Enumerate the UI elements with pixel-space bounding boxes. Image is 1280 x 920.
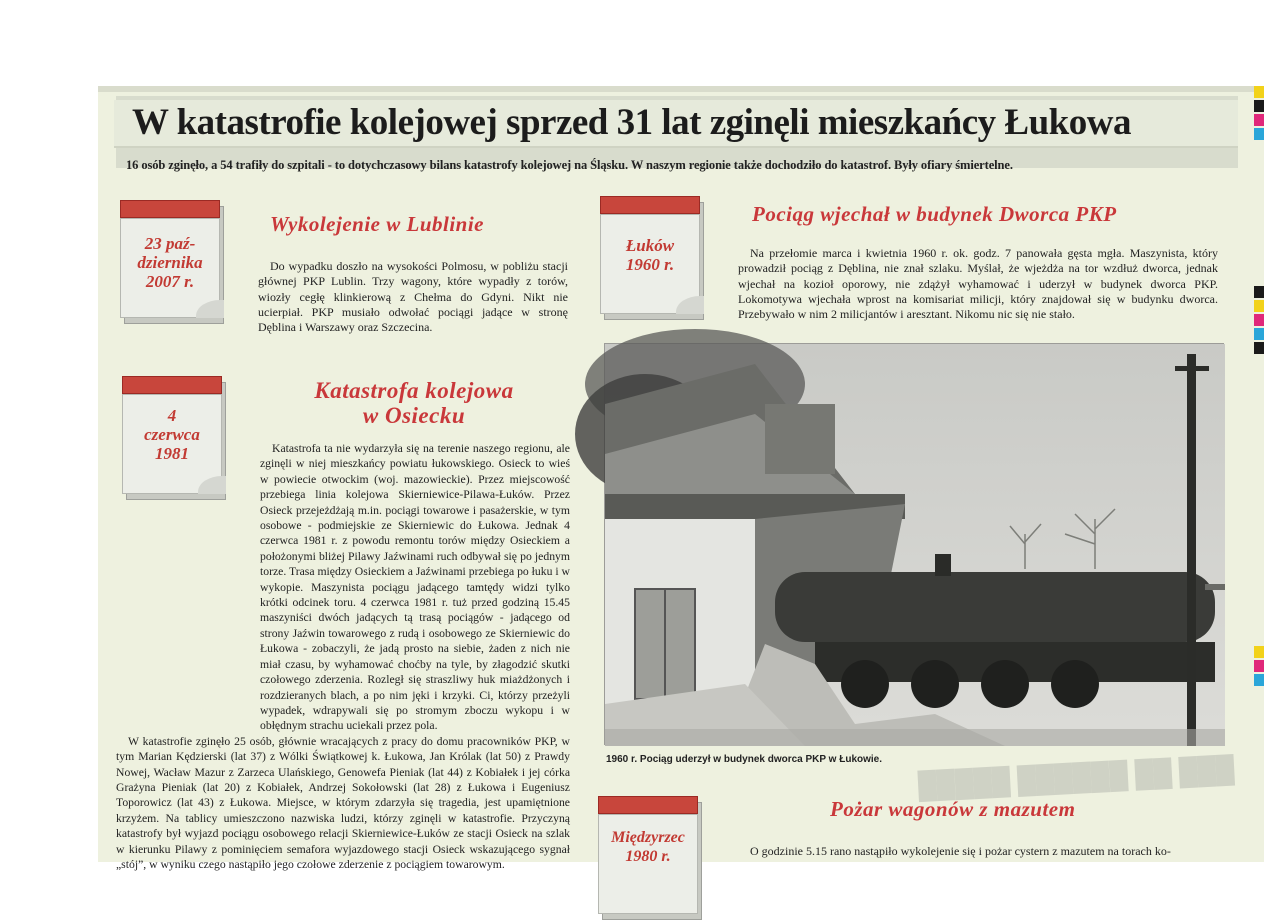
photo-caption: 1960 r. Pociąg uderzył w budynek dworca PKP w Łukowie.	[606, 754, 883, 765]
section-body-lukow	[738, 246, 1218, 322]
title-line: Katastrofa kolejowa	[314, 378, 514, 403]
headline-box	[114, 100, 1238, 148]
registration-mark	[1254, 286, 1264, 298]
section-body-miedzyrzec	[738, 844, 1228, 859]
registration-mark	[1254, 646, 1264, 658]
print-registration-marks	[1254, 86, 1264, 706]
date-line: czerwca	[144, 425, 200, 444]
registration-mark	[1254, 328, 1264, 340]
section-title-lukow: Pociąg wjechał w budynek Dworca PKP	[752, 202, 1117, 226]
section-title-lublin: Wykolejenie w Lublinie	[270, 212, 484, 236]
date-line: 2007 r.	[145, 272, 195, 291]
section-title-miedzyrzec: Pożar wagonów z mazutem	[830, 797, 1076, 821]
date-line: 4	[167, 406, 177, 425]
calendar-icon-lukow	[600, 196, 704, 320]
section-title-osieck	[274, 378, 554, 428]
lead-paragraph: 16 osób zginęło, a 54 trafiły do szpitali - to dotychczasowy bilans katastrofy kolejowej na Śląsku. W naszym regionie także dochodziło do katastrof. Były ofiary śmiertelne.	[126, 158, 1013, 172]
registration-mark	[1254, 300, 1264, 312]
registration-mark	[1254, 86, 1264, 98]
registration-mark	[1254, 100, 1264, 112]
date-line: 1980 r.	[625, 848, 671, 865]
newspaper-clipping	[98, 86, 1264, 871]
registration-mark	[1254, 314, 1264, 326]
registration-mark	[1254, 128, 1264, 140]
paragraph: W katastrofie zginęło 25 osób, głównie wracających z pracy do domu pracowników PKP, w tym Marian Kędzierski (lat 37) z Wólki Świątkowej k. Łukowa, Jan Królak (lat 50) z Prawdy Nowej, Wacław Mazur z Zarzeca Ulańskiego, Genowefa Pieniak (lat 44) z Kobiałek i jej córka Grażyna Pieniak (lat 20) z Kobiałek, Andrzej Sokołowski (lat 28) z Łukowa i Eugeniusz Toporowicz (lat 43) z Łukowa. Miejsce, w którym zdarzyła się tragedia, jest upamiętnione krzyżem. Na tablicy umieszczono nazwiska ludzi, którzy zginęli w katastrofie. Przyczyną katastrofy był wyjazd pociągu osobowego relacji Skierniewice-Łuków ze stacji Osieck na szlak w kierunku Pilawy z pominięciem semafora wyjazdowego stacji Osieck wskazującego sygnał „stój”, w wyniku czego nastąpiło jego czołowe zderzenie z pociągiem towarowym.	[116, 734, 570, 871]
registration-mark	[1254, 674, 1264, 686]
bleed-through-text: █████ ██████ ██ ███	[917, 753, 1235, 801]
calendar-icon-miedzyrzec	[598, 796, 702, 920]
paragraph: O godzinie 5.15 rano nastąpiło wykolejenie się i pożar cystern z mazutem na torach ko-	[750, 844, 1171, 858]
date-line: dziernika	[137, 253, 203, 272]
section-body-lublin	[258, 259, 568, 335]
date-line: 1981	[155, 444, 189, 463]
title-line: w Osiecku	[362, 403, 466, 428]
locomotive-crash-photo	[604, 343, 1224, 745]
paragraph: Do wypadku doszło na wysokości Polmosu, w pobliżu stacji głównej PKP Lublin. Trzy wagony, które wypadły z torów, wiozły cegłę klinkierową z Chełma do Gdyni. Nikt nie ucierpiał. PKP musiało odwołać pociągi jadące w stronę Dęblina i Warszawy oraz Szczecina.	[258, 259, 568, 335]
registration-mark	[1254, 114, 1264, 126]
paragraph: Na przełomie marca i kwietnia 1960 r. ok. godz. 7 panowała gęsta mgła. Maszynista, który prowadził pociąg z Dęblina, nie znał szlaku. Myślał, że wjeżdża na tor wzdłuż dworca, jednak wjechał na kozioł oporowy, nie zdążył wyhamować i uderzył w budynek dworca PKP. Lokomotywa wjechała wprost na komisariat milicji, który znajdował się w budynku dworca. Przebywało w nim 2 milicjantów i aresztant. Nikomu nic się nie stało.	[738, 246, 1218, 322]
section-body-osieck	[116, 441, 570, 872]
date-line: Łuków	[625, 236, 675, 255]
paragraph: Katastrofa ta nie wydarzyła się na terenie naszego regionu, ale zginęli w niej mieszkańcy powiatu łukowskiego. Osieck to wieś w powiecie otwockim (woj. mazowieckie). Przez miejscowość przebiega linia kolejowa Skierniewice-Pilawa-Łuków. Przez Osieck przejeżdżają m.in. pociągi towarowe i pasażerskie, w tym osobowe - podmiejskie ze Skierniewic do Łukowa. Jednak 4 czerwca 1981 r. z powodu remontu torów między Osieckiem a położonymi bliżej Pilawy Jaźwinami ruch odbywał się po jednym torze. Trasa między Osieckiem a Jaźwinami przebiega po łuku i w wykopie. Maszynista pociągu jadącego tamtędy widzi tylko krótki odcinek toru. 4 czerwca 1981 r. tuż przed godziną 15.45 maszyniści dwóch jadących tą trasą pociągów - jadącego od strony Jaźwin towarowego z rudą i osobowego ze Skierniewic do Łukowa - zobaczyli, że jadą prosto na siebie, żaden z nich nie miał czasu, by wyhamować choćby na tyle, by złagodzić skutki czołowego zderzenia. Rozległ się straszliwy huk miażdżonych i rozdzieranych blach, a po nim jęki i krzyki. Ci, którzy przeżyli wypadek, wdrapywali się po stromym zboczu wykopu i w obłędnym strachu uciekali przez pola.	[260, 442, 570, 733]
registration-mark	[1254, 342, 1264, 354]
date-line: Międzyrzec	[611, 829, 685, 846]
registration-mark	[1254, 660, 1264, 672]
calendar-icon-lublin	[120, 200, 224, 324]
headline: W katastrofie kolejowej sprzed 31 lat zginęli mieszkańcy Łukowa	[132, 102, 1131, 143]
date-line: 23 paź-	[144, 234, 196, 253]
date-line: 1960 r.	[625, 255, 675, 274]
